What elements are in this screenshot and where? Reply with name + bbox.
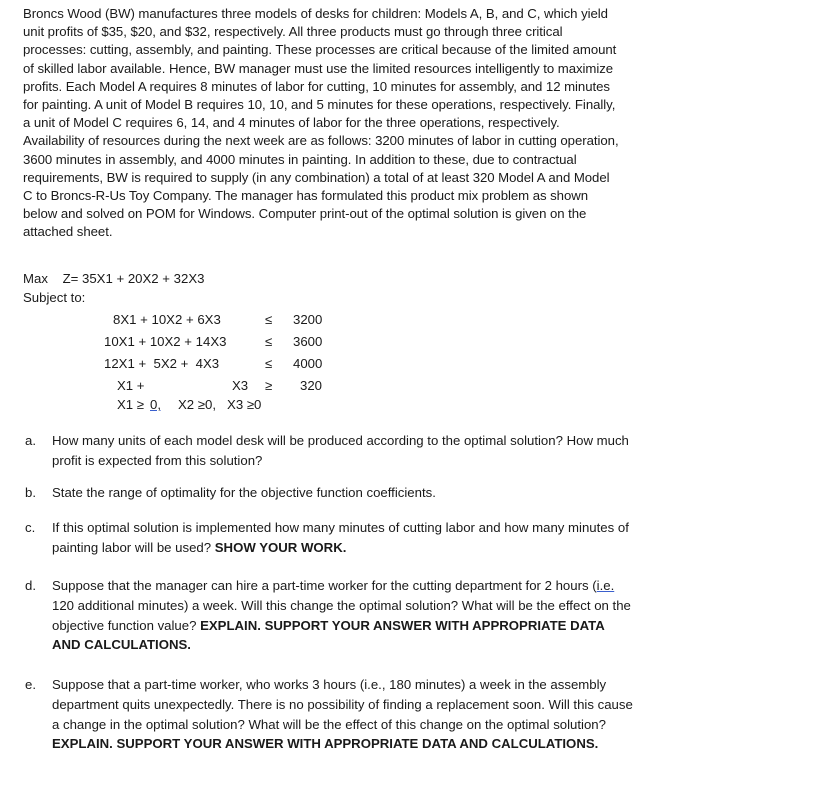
text-line: C to Broncs-R-Us Toy Company. The manager has formulated this product mix problem as shown [23, 188, 589, 204]
constraint-lhs: 10X1 + 10X2 + 14X3 [104, 334, 227, 349]
question-text: a change in the optimal solution? What will be the effect of this change on the optimal solution? [52, 716, 606, 732]
question-text: department quits unexpectedly. There is no possibility of finding a replacement soon. Will this cause [52, 696, 633, 712]
question-text: Suppose that the manager can hire a part-time worker for the cutting department for 2 hours ( [52, 578, 597, 593]
lp-model [23, 270, 523, 307]
constraint-lhs-x3: X3 [232, 378, 249, 393]
list-marker: e. [25, 677, 36, 692]
constraint-lhs: 12X1 + 5X2 + 4X3 [104, 356, 220, 371]
constraint-operator: ≥ [265, 378, 273, 393]
constraint-rhs: 4000 [293, 356, 323, 371]
list-marker: d. [25, 578, 36, 593]
text-line: attached sheet. [23, 224, 113, 240]
question-text: State the range of optimality for the objective function coefficients. [52, 485, 436, 500]
constraint-lhs: 8X1 + 10X2 + 6X3 [113, 312, 221, 327]
objective-function: Max Z= 35X1 + 20X2 + 32X3 [23, 271, 205, 286]
text-line: of skilled labor available. Hence, BW manager must use the limited resources intelligently to maximize [23, 60, 614, 76]
question-text: How many units of each model desk will be produced according to the optimal solution? How much [52, 433, 629, 448]
constraint-operator: ≤ [265, 356, 273, 371]
text-line: processes: cutting, assembly, and painting. These processes are critical because of the limited amount [23, 42, 617, 58]
list-marker: a. [25, 433, 36, 448]
text-line: a unit of Model C requires 6, 14, and 4 minutes of labor for the three operations, respectively. [23, 115, 560, 131]
question-text: Suppose that a part-time worker, who works 3 hours (i.e., 180 minutes) a week in the assembly [52, 677, 607, 692]
question-text: If this optimal solution is implemented how many minutes of cutting labor and how many minutes of [52, 520, 629, 535]
question-text-line [52, 635, 812, 655]
question-text: profit is expected from this solution? [52, 452, 263, 468]
nonneg-x1-value: 0, [150, 397, 161, 412]
constraint-rhs: 320 [300, 378, 323, 393]
list-marker: c. [25, 520, 36, 535]
list-marker: b. [25, 485, 36, 500]
constraint-operator: ≤ [265, 334, 273, 349]
text-line: unit profits of $35, $20, and $32, respectively. All three products must go through three critical [23, 24, 563, 40]
constraint-lhs-x1: X1 + [117, 378, 145, 393]
constraint-rhs: 3200 [293, 312, 323, 327]
question-text-line [52, 616, 812, 636]
text-line: below and solved on POM for Windows. Computer print-out of the optimal solution is given on the [23, 206, 587, 222]
question-text: objective function value? [52, 617, 201, 633]
text-line: for painting. A unit of Model B requires 10, 10, and 5 minutes for these operations, respectively. Finally, [23, 97, 616, 113]
nonneg-x1: X1 ≥ [117, 397, 145, 412]
nonneg-x2-x3: X2 ≥0, X3 ≥0 [178, 397, 262, 412]
question-text-line [52, 576, 812, 596]
question-c [23, 518, 813, 558]
emphasis-text: EXPLAIN. SUPPORT YOUR ANSWER WITH APPROPRIATE DATA [200, 617, 605, 633]
text-line: requirements, BW is required to supply (in any combination) a total of at least 320 Model A and Model [23, 169, 610, 185]
question-text: painting labor will be used? [52, 539, 215, 555]
question-a [23, 431, 813, 471]
constraint-operator: ≤ [265, 312, 273, 327]
subject-to-label: Subject to: [23, 289, 86, 305]
question-e [23, 675, 813, 755]
text-line: Availability of resources during the next week are as follows: 3200 minutes of labor in cutting operation, [23, 133, 619, 149]
emphasis-text: SHOW YOUR WORK. [214, 539, 347, 555]
question-d [23, 576, 813, 656]
constraint-rhs: 3600 [293, 334, 323, 349]
text-line: profits. Each Model A requires 8 minutes of labor for cutting, 10 minutes for assembly, and 12 minutes [23, 78, 610, 94]
question-text-line [52, 538, 812, 558]
underlined-text: i.e. [596, 578, 615, 593]
emphasis-text: EXPLAIN. SUPPORT YOUR ANSWER WITH APPROPRIATE DATA AND CALCULATIONS. [52, 736, 599, 752]
emphasis-text: AND CALCULATIONS. [52, 637, 191, 653]
question-text-line [52, 734, 812, 754]
problem-statement [23, 5, 813, 242]
question-text: 120 additional minutes) a week. Will this change the optimal solution? What will be the effect on the [52, 597, 631, 613]
text-line: 3600 minutes in assembly, and 4000 minutes in painting. In addition to these, due to contractual [23, 151, 577, 167]
question-b [23, 483, 813, 503]
text-line: Broncs Wood (BW) manufactures three models of desks for children: Models A, B, and C, which yield [23, 6, 608, 21]
